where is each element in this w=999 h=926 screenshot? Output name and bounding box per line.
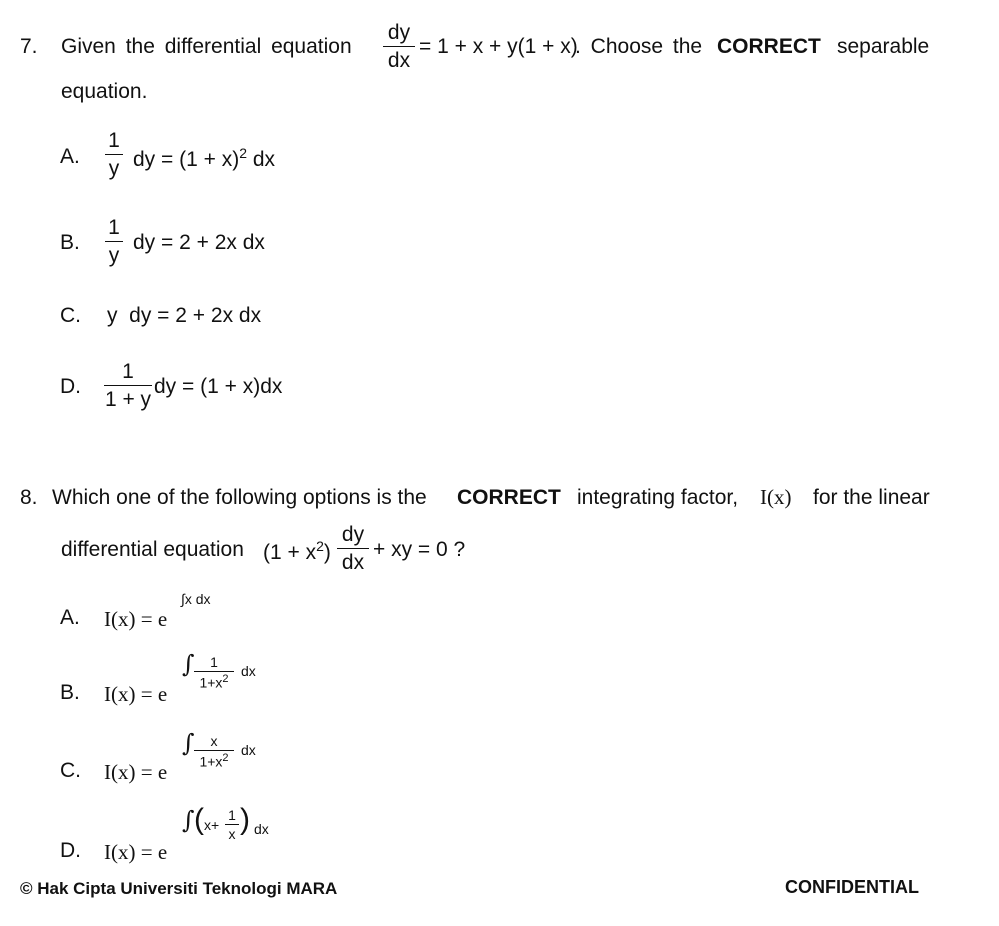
expr-tail: dx: [247, 148, 276, 171]
q7-dydx-fraction: [383, 22, 415, 71]
q8-option-c-dx: dx: [241, 742, 256, 758]
exp-den-exponent: 2: [222, 673, 229, 685]
q7-dy: dy: [383, 22, 415, 47]
fraction-denominator: 1 + y: [104, 388, 152, 411]
expr-main: dy = (1 + x): [133, 148, 240, 171]
q7-dx: dx: [387, 49, 411, 72]
q8-text-integrating: integrating factor,: [577, 486, 739, 509]
q8-text-linear: for the linear: [813, 486, 930, 509]
footer-confidential: CONFIDENTIAL: [785, 877, 919, 897]
q8-option-a-letter: A.: [60, 606, 80, 629]
q8-equation-lhs: [263, 539, 331, 563]
q8-option-c-lhs: I(x) = e: [104, 760, 168, 784]
exp-numerator: 1: [225, 808, 239, 825]
q7-text-lead: Given the differential equation: [61, 35, 352, 58]
fraction-denominator: y: [108, 244, 120, 267]
q8-option-b-lhs: I(x) = e: [104, 682, 168, 706]
q7-option-b-letter: B.: [60, 231, 80, 254]
q8-option-d-exp-fraction: [225, 808, 239, 841]
fraction-numerator: 1: [105, 130, 123, 155]
q8-option-d-dx: dx: [254, 821, 269, 837]
footer-copyright: © Hak Cipta Universiti Teknologi MARA: [20, 879, 338, 898]
q8-equation-rhs: + xy = 0 ?: [373, 538, 466, 561]
integral-sign-icon: ∫: [182, 650, 195, 678]
q8-option-d-letter: D.: [60, 839, 81, 862]
q7-text-choose: . Choose the: [575, 35, 703, 58]
integral-sign-icon: ∫: [182, 729, 195, 757]
exp-numerator: 1: [194, 655, 234, 672]
q8-ix-symbol: I(x): [760, 485, 792, 509]
q7-option-d-fraction: [104, 361, 152, 410]
exp-den-base: 1+x: [199, 753, 223, 770]
left-paren-icon: (: [194, 803, 204, 836]
q7-option-c-letter: C.: [60, 304, 81, 327]
q7-text-separable: separable: [837, 35, 930, 58]
q8-option-c-letter: C.: [60, 759, 81, 782]
exp-denominator: [194, 751, 234, 769]
exp-denominator: [194, 672, 234, 690]
q8-option-b-exp-fraction: [194, 655, 234, 690]
q7-correct-bold: CORRECT: [717, 35, 821, 58]
q7-option-d-expr: dy = (1 + x)dx: [154, 375, 283, 398]
exp-den-exponent: 2: [222, 752, 229, 764]
eq-exponent: 2: [316, 538, 324, 554]
q8-option-b-letter: B.: [60, 681, 80, 704]
q7-option-a-letter: A.: [60, 145, 80, 168]
q7-equation-rhs: = 1 + x + y(1 + x): [419, 35, 578, 58]
q8-number: 8.: [20, 486, 38, 509]
fraction-numerator: 1: [104, 361, 152, 386]
eq-close: ): [323, 541, 331, 564]
q8-dy: dy: [337, 524, 369, 549]
eq-pre: (1 + x: [263, 541, 317, 564]
q8-option-b-dx: dx: [241, 663, 256, 679]
q7-option-c-expr: y dy = 2 + 2x dx: [107, 304, 262, 327]
fraction-numerator: 1: [105, 217, 123, 242]
exp-numerator: x: [194, 734, 234, 751]
q8-dydx-fraction: [337, 524, 369, 573]
q8-option-d-lhs: I(x) = e: [104, 840, 168, 864]
expr-exponent: 2: [239, 145, 248, 161]
exp-den-base: 1+x: [199, 674, 223, 691]
q7-option-d-letter: D.: [60, 375, 81, 398]
q8-option-d-exp-x: x+: [204, 817, 220, 833]
q8-text-differential: differential equation: [61, 538, 244, 561]
q8-option-c-exp-fraction: [194, 734, 234, 769]
q8-option-a-exponent: ∫x dx: [181, 591, 211, 607]
q7-number: 7.: [20, 35, 38, 58]
exp-denominator: x: [228, 826, 236, 842]
q7-option-a-expr: [133, 146, 275, 170]
integral-sign-icon: ∫: [182, 806, 195, 834]
q8-text-lead: Which one of the following options is the: [52, 486, 427, 509]
q8-dx: dx: [341, 551, 365, 574]
q7-option-a-fraction: [105, 130, 123, 179]
fraction-denominator: y: [108, 157, 120, 180]
q7-text-equation: equation.: [61, 80, 148, 103]
q8-correct-bold: CORRECT: [457, 486, 561, 509]
q7-option-b-fraction: [105, 217, 123, 266]
q8-option-a-lhs: I(x) = e: [104, 607, 168, 631]
q7-option-b-expr: dy = 2 + 2x dx: [133, 231, 265, 254]
right-paren-icon: ): [240, 803, 250, 836]
